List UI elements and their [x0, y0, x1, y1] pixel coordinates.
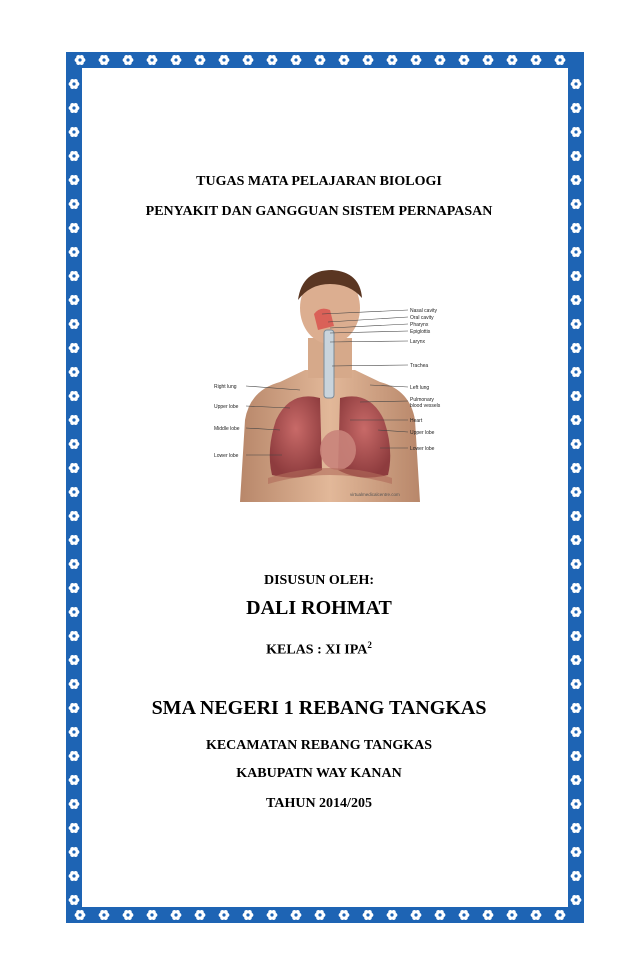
border-flower-ornament: [571, 559, 582, 569]
border-flower-ornament: [363, 55, 374, 65]
label-nasal-cavity: Nasal cavity: [410, 308, 437, 314]
border-flower-ornament: [339, 910, 350, 920]
border-flower-ornament: [411, 55, 422, 65]
school-name: SMA NEGERI 1 REBANG TANGKAS: [151, 697, 487, 719]
label-upper-lobe-left: Upper lobe: [214, 404, 239, 410]
border-flower-ornament: [69, 367, 80, 377]
border-flower-ornament: [435, 55, 446, 65]
border-flower-ornament: [571, 895, 582, 905]
border-flower-ornament: [243, 910, 254, 920]
border-flower-ornament: [69, 391, 80, 401]
label-pulmonary: Pulmonary: [410, 397, 434, 403]
border-flower-ornament: [171, 55, 182, 65]
border-flower-ornament: [69, 439, 80, 449]
border-flower-ornament: [507, 55, 518, 65]
border-flower-ornament: [571, 727, 582, 737]
border-flower-ornament: [69, 343, 80, 353]
border-flower-ornament: [459, 910, 470, 920]
regency-name: KABUPATN WAY KANAN: [236, 766, 402, 781]
label-larynx: Larynx: [410, 339, 426, 345]
border-flower-ornament: [571, 439, 582, 449]
border-flower-ornament: [571, 415, 582, 425]
label-blood-vessels: blood vessels: [410, 403, 441, 409]
border-flower-ornament: [555, 55, 566, 65]
border-flower-ornament: [69, 295, 80, 305]
border-flower-ornament: [531, 910, 542, 920]
image-watermark: virtualmedicalcentre.com: [350, 492, 400, 497]
border-flower-ornament: [531, 55, 542, 65]
border-flower-ornament: [571, 679, 582, 689]
border-flower-ornament: [69, 559, 80, 569]
border-flower-ornament: [571, 151, 582, 161]
border-flower-ornament: [99, 910, 110, 920]
border-flower-ornament: [363, 910, 374, 920]
border-flower-ornament: [69, 487, 80, 497]
border-flower-ornament: [387, 55, 398, 65]
subject-title: TUGAS MATA PELAJARAN BIOLOGI: [196, 174, 442, 189]
label-pharynx: Pharynx: [410, 322, 429, 328]
border-flower-ornament: [219, 910, 230, 920]
border-flower-ornament: [571, 463, 582, 473]
border-flower-ornament: [571, 319, 582, 329]
border-flower-ornament: [69, 463, 80, 473]
border-flower-ornament: [435, 910, 446, 920]
border-flower-ornament: [571, 103, 582, 113]
border-flower-ornament: [315, 55, 326, 65]
border-flower-ornament: [243, 55, 254, 65]
class-label: KELAS : XI IPA: [266, 642, 368, 658]
label-right-lung: Right lung: [214, 384, 237, 390]
border-flower-ornament: [69, 271, 80, 281]
border-flower-ornament: [571, 391, 582, 401]
border-flower-ornament: [195, 910, 206, 920]
border-flower-ornament: [459, 55, 470, 65]
label-trachea: Trachea: [410, 363, 429, 369]
border-flower-ornament: [571, 367, 582, 377]
border-flower-ornament: [571, 79, 582, 89]
border-flower-ornament: [69, 151, 80, 161]
label-lower-lobe-right: Lower lobe: [410, 446, 435, 452]
district-name: KECAMATAN REBANG TANGKAS: [205, 738, 433, 753]
border-flower-ornament: [171, 910, 182, 920]
border-flower-ornament: [195, 55, 206, 65]
border-flower-ornament: [571, 295, 582, 305]
label-lower-lobe-left: Lower lobe: [214, 453, 239, 459]
border-flower-ornament: [69, 223, 80, 233]
border-flower-ornament: [75, 55, 86, 65]
border-flower-ornament: [147, 910, 158, 920]
label-left-lung: Left lung: [410, 385, 430, 391]
border-flower-ornament: [69, 415, 80, 425]
label-oral-cavity: Oral cavity: [410, 315, 434, 321]
border-flower-ornament: [571, 871, 582, 881]
border-flower-ornament: [69, 847, 80, 857]
border-flower-ornament: [571, 535, 582, 545]
label-upper-lobe-right: Upper lobe: [410, 430, 435, 436]
border-flower-ornament: [219, 55, 230, 65]
label-heart: Heart: [410, 418, 423, 424]
topic-title: PENYAKIT DAN GANGGUAN SISTEM PERNAPASAN: [145, 204, 493, 219]
border-flower-ornament: [483, 910, 494, 920]
border-flower-ornament: [69, 103, 80, 113]
border-flower-ornament: [69, 895, 80, 905]
border-flower-ornament: [123, 910, 134, 920]
border-flower-ornament: [555, 910, 566, 920]
border-flower-ornament: [69, 679, 80, 689]
class-line: [0, 640, 638, 659]
border-flower-ornament: [75, 910, 86, 920]
border-flower-ornament: [69, 247, 80, 257]
border-flower-ornament: [483, 55, 494, 65]
label-epiglottis: Epiglottis: [410, 329, 431, 335]
border-flower-ornament: [571, 127, 582, 137]
border-flower-ornament: [69, 535, 80, 545]
border-flower-ornament: [571, 271, 582, 281]
border-flower-ornament: [411, 910, 422, 920]
border-flower-ornament: [69, 823, 80, 833]
academic-year: TAHUN 2014/205: [266, 796, 372, 811]
border-flower-ornament: [387, 910, 398, 920]
prepared-by-label: DISUSUN OLEH:: [263, 573, 375, 588]
class-superscript: 2: [367, 640, 372, 650]
border-flower-ornament: [571, 487, 582, 497]
border-flower-ornament: [123, 55, 134, 65]
respiratory-system-illustration: [210, 270, 450, 502]
border-flower-ornament: [99, 55, 110, 65]
border-flower-ornament: [571, 223, 582, 233]
border-flower-ornament: [69, 511, 80, 521]
border-flower-ornament: [291, 55, 302, 65]
border-flower-ornament: [267, 55, 278, 65]
border-flower-ornament: [69, 79, 80, 89]
border-flower-ornament: [69, 727, 80, 737]
border-flower-ornament: [571, 247, 582, 257]
border-flower-ornament: [291, 910, 302, 920]
border-flower-ornament: [69, 871, 80, 881]
author-name: DALI ROHMAT: [246, 597, 392, 619]
border-flower-ornament: [315, 910, 326, 920]
border-flower-ornament: [571, 823, 582, 833]
border-flower-ornament: [571, 847, 582, 857]
border-flower-ornament: [69, 319, 80, 329]
border-flower-ornament: [507, 910, 518, 920]
border-flower-ornament: [147, 55, 158, 65]
border-flower-ornament: [571, 511, 582, 521]
border-flower-ornament: [571, 343, 582, 353]
label-middle-lobe: Middle lobe: [214, 426, 240, 432]
border-flower-ornament: [339, 55, 350, 65]
border-flower-ornament: [267, 910, 278, 920]
border-flower-ornament: [69, 127, 80, 137]
